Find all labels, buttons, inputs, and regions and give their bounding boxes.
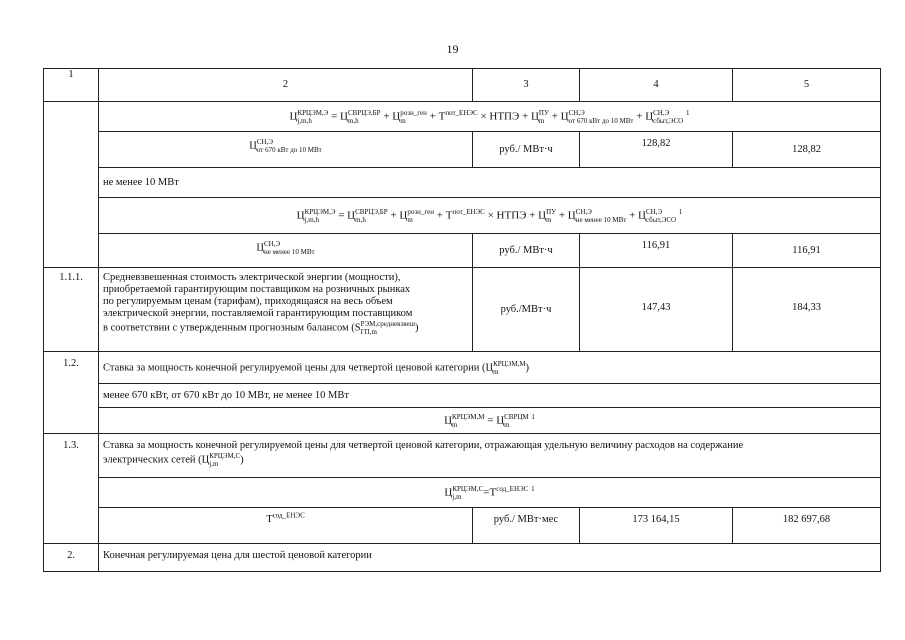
formula-grid: Ц КРЦЭМ,С j,m $=Т^{сод\_ЕНЭС}$ $^1$	[99, 478, 881, 508]
row-1-1-1-value-4: 147,43	[580, 268, 733, 352]
row-1-1-1-text: Средневзвешенная стоимость электрической энергии (мощности), приобретаемой гарантирующим поставщиком на розничных рынках по регулируемым ценам (тарифам), приходящаяся на весь объем электрической энергии, поставляемой гарантирующим поставщиком в соответствии с утвержденным прогнозным балансом (S РЭМ,средневзвеш ГП,m )	[99, 268, 473, 352]
row-1-1-1-unit: руб./МВт·ч	[473, 268, 580, 352]
col-header-5: 5	[733, 69, 881, 102]
col-header-1: 1	[44, 69, 99, 102]
col-header-3: 3	[473, 69, 580, 102]
col-header-4: 4	[580, 69, 733, 102]
row-2	[44, 544, 881, 572]
formula-row-670	[44, 102, 881, 132]
row-2-text: Конечная регулируемая цена для шестой ценовой категории	[99, 544, 881, 572]
formula-670: Ц КРЦЭМ,Э j,m,h = Ц СВРЦЭ,БР m,h + Ц розн_ген m + $Т^{пот\_ЕНЭС}$ × НТПЭ + Ц ПУ m + Ц СН,Э от 670 кВт до 10 МВт + Ц СН,Э сбыт,ЭСО $^1$	[99, 102, 881, 132]
sn-10mw-unit: руб./ МВт·ч	[473, 234, 580, 268]
row-1-1-1-value-5: 184,33	[733, 268, 881, 352]
col-header-2: 2	[99, 69, 473, 102]
row-1-1-1	[44, 268, 881, 352]
row-1-2-subheader	[44, 384, 881, 408]
section-10mw-label: не менее 10 МВт	[99, 168, 881, 198]
tsod-unit: руб./ МВт·мес	[473, 508, 580, 544]
sn-670-row	[44, 132, 881, 168]
formula-power: Ц КРЦЭМ,М m = Ц СВРЦМ m $^1$	[99, 408, 881, 434]
tsod-label: $Т^{сод\_ЕНЭС}$	[99, 508, 473, 544]
formula-row-power	[44, 408, 881, 434]
section-10mw-row	[44, 168, 881, 198]
row-1-2-num: 1.2.	[44, 352, 99, 434]
row-1-3-num: 1.3.	[44, 434, 99, 544]
sn-670-unit: руб./ МВт·ч	[473, 132, 580, 168]
table-header-row	[44, 69, 881, 102]
page-number: 19	[446, 42, 459, 56]
row-1-1-1-num: 1.1.1.	[44, 268, 99, 352]
row-1-3-text: Ставка за мощность конечной регулируемой цены для четвертой ценовой категории, отражающая удельную величину расходов на содержание электрических сетей (Ц КРЦЭМ,С j,m )	[99, 434, 881, 478]
tsod-row	[44, 508, 881, 544]
row-1-2-sub-label: менее 670 кВт, от 670 кВт до 10 МВт, не менее 10 МВт	[99, 384, 881, 408]
sn-670-value-5: 128,82	[733, 132, 881, 168]
sn-10mw-value-5: 116,91	[733, 234, 881, 268]
tsod-value-4: 173 164,15	[580, 508, 733, 544]
sn-10mw-value-4: 116,91	[580, 234, 733, 268]
tariff-table	[43, 68, 881, 572]
row-1-3	[44, 434, 881, 478]
empty-num-cell	[44, 102, 99, 268]
row-1-2-text: Ставка за мощность конечной регулируемой цены для четвертой ценовой категории (Ц КРЦЭМ,М m )	[99, 352, 881, 384]
formula-row-10mw	[44, 198, 881, 234]
formula-row-grid	[44, 478, 881, 508]
sn-10mw-label: Ц СН,Э не менее 10 МВт	[99, 234, 473, 268]
tsod-value-5: 182 697,68	[733, 508, 881, 544]
formula-10mw: Ц КРЦЭМ,Э j,m,h = Ц СВРЦЭ,БР m,h + Ц розн_ген m + $Т^{пот\_ЕНЭС}$ × НТПЭ + Ц ПУ m + Ц СН,Э не менее 10 МВт + Ц СН,Э сбыт,ЭСО $^1$	[99, 198, 881, 234]
sn-670-label: Ц СН,Э от 670 кВт до 10 МВт	[99, 132, 473, 168]
row-2-num: 2.	[44, 544, 99, 572]
row-1-2	[44, 352, 881, 384]
sn-670-value-4: 128,82	[580, 132, 733, 168]
sn-10mw-row	[44, 234, 881, 268]
